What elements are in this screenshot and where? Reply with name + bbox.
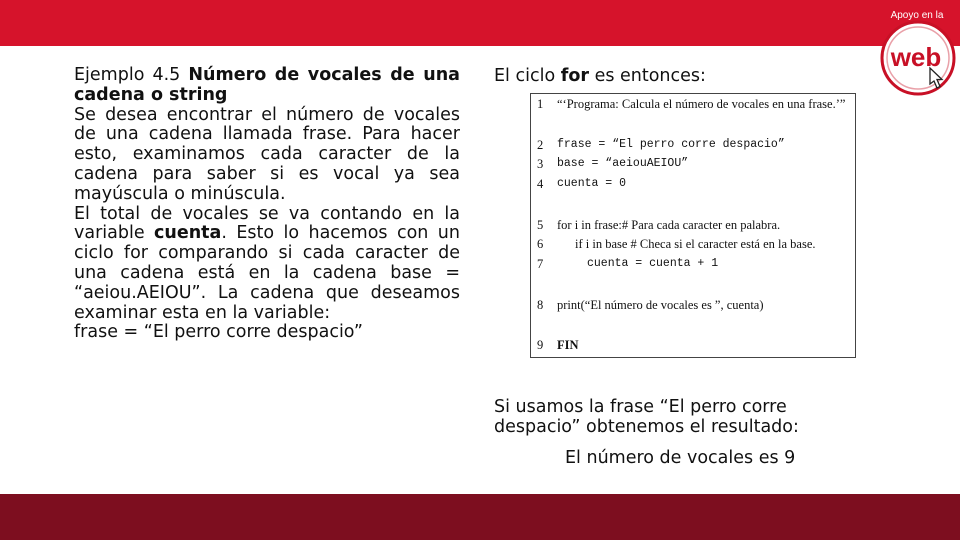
heading-bold: Número de vocales de una cadena o string xyxy=(74,65,460,105)
line-text: cuenta = 0 xyxy=(557,177,627,190)
p2-bold: cuenta xyxy=(154,223,222,244)
line-text: print(“El número de vocales es ”, cuenta) xyxy=(557,298,764,312)
p2-start: El total de vocales se va contando en la variable xyxy=(74,203,460,244)
line-number: 4 xyxy=(537,177,544,191)
title-start: El ciclo xyxy=(494,66,561,86)
line-text: “‘Programa: Calcula el número de vocales en una frase.’” xyxy=(557,97,846,111)
p2-end: . Esto lo hacemos con un ciclo for comparando si cada caracter de una cadena está en la cadena base = “aeiou.AEIOU”. La cadena que deseamos examinar esta en la variable: xyxy=(74,223,460,323)
title-bold: for xyxy=(560,66,589,86)
line-text: cuenta = cuenta + 1 xyxy=(587,257,719,270)
apoyo-web-logo xyxy=(872,6,960,98)
code-listing xyxy=(530,93,856,358)
paragraph-3: frase = “El perro corre despacio” xyxy=(74,322,363,343)
line-text: if i in base # Checa si el caracter está en la base. xyxy=(575,237,816,251)
title-end: es entonces: xyxy=(589,66,706,86)
paragraph-1: Se desea encontrar el número de vocales de una cadena llamada frase. Para hacer esto, examinamos cada caracter de la cadena para saber si es vocal ya sea mayúscula o minúscula. xyxy=(74,104,460,204)
line-number: 5 xyxy=(537,218,544,232)
paragraph-2 xyxy=(74,205,460,324)
line-number: 8 xyxy=(537,298,544,312)
line-text: FIN xyxy=(557,338,579,352)
web-badge-icon xyxy=(872,6,960,98)
heading-prefix: Ejemplo 4.5 xyxy=(74,65,189,85)
top-banner xyxy=(0,0,960,46)
line-text: base = “aeiouAEIOU” xyxy=(557,157,689,170)
bottom-banner xyxy=(0,494,960,540)
left-text-column xyxy=(74,66,460,343)
result-value: El número de vocales es 9 xyxy=(565,448,796,468)
line-number: 7 xyxy=(537,257,544,271)
line-number: 9 xyxy=(537,338,544,352)
line-text: for i in frase:# Para cada caracter en palabra. xyxy=(557,218,781,232)
logo-caption: Apoyo en la xyxy=(890,10,944,21)
for-loop-title xyxy=(494,66,706,86)
example-heading xyxy=(74,66,460,106)
logo-word: web xyxy=(890,42,942,72)
line-number: 6 xyxy=(537,237,544,251)
line-text: frase = “El perro corre despacio” xyxy=(557,138,785,151)
result-paragraph: Si usamos la frase “El perro corre despacio” obtenemos el resultado: xyxy=(494,397,799,437)
line-number: 1 xyxy=(537,97,544,111)
line-number: 2 xyxy=(537,138,544,152)
line-number: 3 xyxy=(537,157,544,171)
